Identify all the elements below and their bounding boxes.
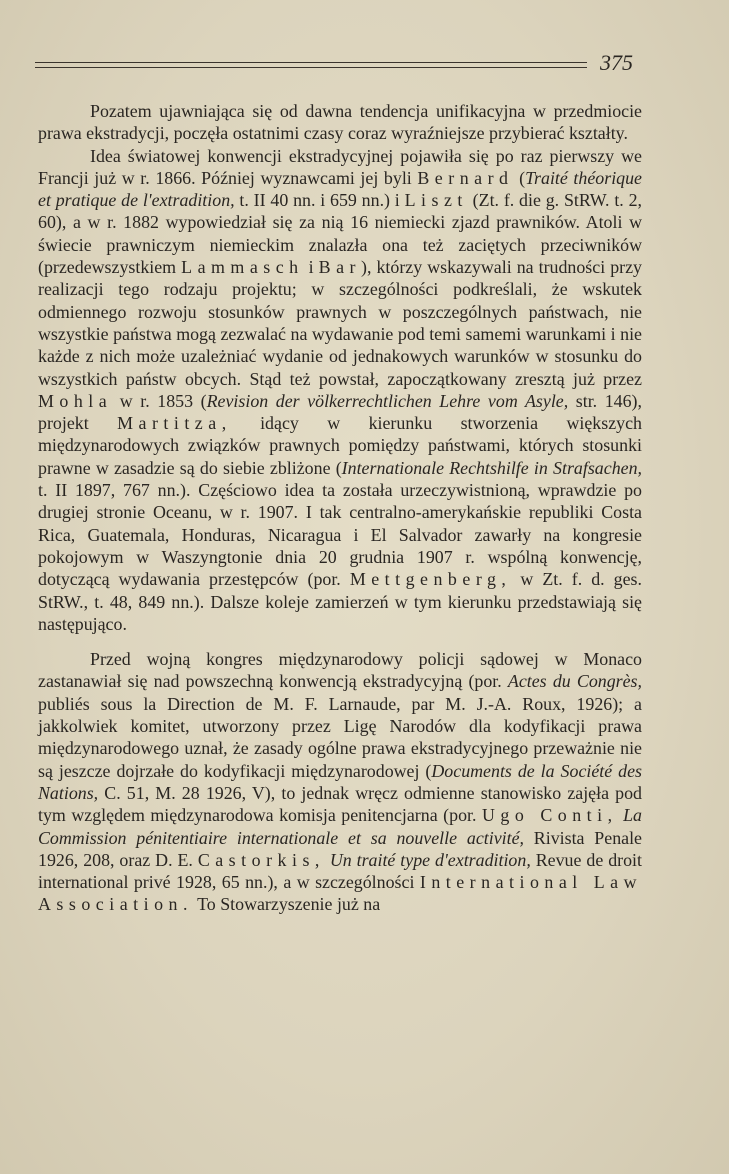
- author-name: Martitza,: [117, 413, 232, 434]
- page-number: 375: [600, 50, 633, 75]
- author-name: Castorkis,: [197, 849, 325, 870]
- citation-title: Un traité type d'extradition,: [329, 849, 531, 870]
- citation-title: Internationale Rechtshilfe in Strafsachen,: [341, 457, 642, 478]
- citation-title: Actes du Congrès,: [507, 671, 642, 692]
- citation-title: La Commission pénitentiaire internationale et sa nouvelle activité,: [38, 805, 642, 848]
- author-name: Bar: [318, 257, 362, 278]
- author-name: Lammasch: [181, 257, 304, 278]
- body-text: [38, 100, 642, 916]
- citation-title: Traité théorique et pratique de l'extradition,: [38, 167, 643, 211]
- header-rule: [35, 62, 587, 68]
- citation-title: Documents de la Société des Nations,: [38, 760, 643, 803]
- author-name: Liszt: [404, 190, 468, 211]
- paragraph-2: Idea światowej konwencji ekstradycyjnej pojawiła się po raz pierwszy we Francji już w r. 1866. Później wyznawcami jej byli Bernard (Traité théorique et pratique de l'extradition, t. II 40 nn. i 659 nn.) i Liszt (Zt. f. die g. StRW. t. 2, 60), a w r. 1882 wypowiedział się za nią 16 niemiecki zjazd prawników. Atoli w świecie prawniczym niemieckim znalazła ona też zaciętych przeciwników (przedewszystkiem Lammasch i Bar), którzy wskazywali na trudności przy realizacji tego rodzaju projektu; w szczególności podkreślali, że wskutek odmiennego rozwoju stosunków prawnych w poszczególnych państwach, nie wszystkie państwa mogą zezwalać na wydawanie pod temi samemi warunkami i nie każde z nich może uzależniać wydanie od jednakowych warunków w stosunku do wszystkich państw obcych. Stąd też powstał, zapoczątkowany zresztą już przez Mohla w r. 1853 (Revision der völkerrechtlichen Lehre vom Asyle, str. 146), projekt Martitza, idący w kierunku stworzenia większych międzynarodowych związków prawnych pomiędzy państwami, których stosunki prawne w zasadzie są do siebie zbliżone (Internationale Rechtshilfe in Strafsachen, t. II 1897, 767 nn.). Częściowo idea ta została urzeczywistnioną, wprawdzie po drugiej stronie Oceanu, w r. 1907. I tak centralno-amerykańskie republiki Costa Rica, Guatemala, Honduras, Nicaragua i El Salvador zawarły na kongresie pokojowym w Waszyngtonie dnia 20 grudnia 1907 r. wspólną konwencję, dotyczącą wydawania przestępców (por. Mettgenberg, w Zt. f. d. ges. StRW., t. 48, 849 nn.). Dalsze koleje zamierzeń w tym kierunku przedstawiają się następująco.: [38, 145, 643, 634]
- citation-title: Revision der völkerrechtlichen Lehre vom Asyle,: [206, 390, 569, 411]
- author-name: Bernard: [417, 167, 514, 188]
- author-name: Ugo Conti,: [481, 805, 618, 826]
- author-name: Mettgenberg,: [349, 569, 512, 590]
- paragraph-1: Pozatem ujawniająca się od dawna tendencja unifikacyjna w przedmiocie prawa ekstradycji, poczęła ostatnimi czasy coraz wyraźniejsze przybierać kształty.: [38, 101, 642, 144]
- paragraph-3: Przed wojną kongres międzynarodowy policji sądowej w Monaco zastanawiał się nad powszechną konwencją ekstradycyjną (por. Actes du Congrès, publiés sous la Direction de M. F. Larnaude, par M. J.-A. Roux, 1926); a jakkolwiek komitet, utworzony przez Ligę Narodów dla kodyfikacji prawa międzynarodowego uznał, że zasady ogólne prawa ekstradycyjnego przeważnie nie są jeszcze dojrzałe do kodyfikacji międzynarodowej (Documents de la Société des Nations, C. 51, M. 28 1926, V), to jednak wręcz odmienne stanowisko zajęła pod tym względem międzynarodowa komisja penitencjarna (por. Ugo Conti, La Commission pénitentiaire internationale et sa nouvelle activité, Rivista Penale 1926, 208, oraz D. E. Castorkis, Un traité type d'extradition, Revue de droit international privé 1928, 65 nn.), a w szczególności International Law Association. To Stowarzyszenie już na: [38, 649, 643, 915]
- organization-name: International Law Association.: [38, 872, 642, 915]
- author-name: Mohla: [38, 390, 113, 411]
